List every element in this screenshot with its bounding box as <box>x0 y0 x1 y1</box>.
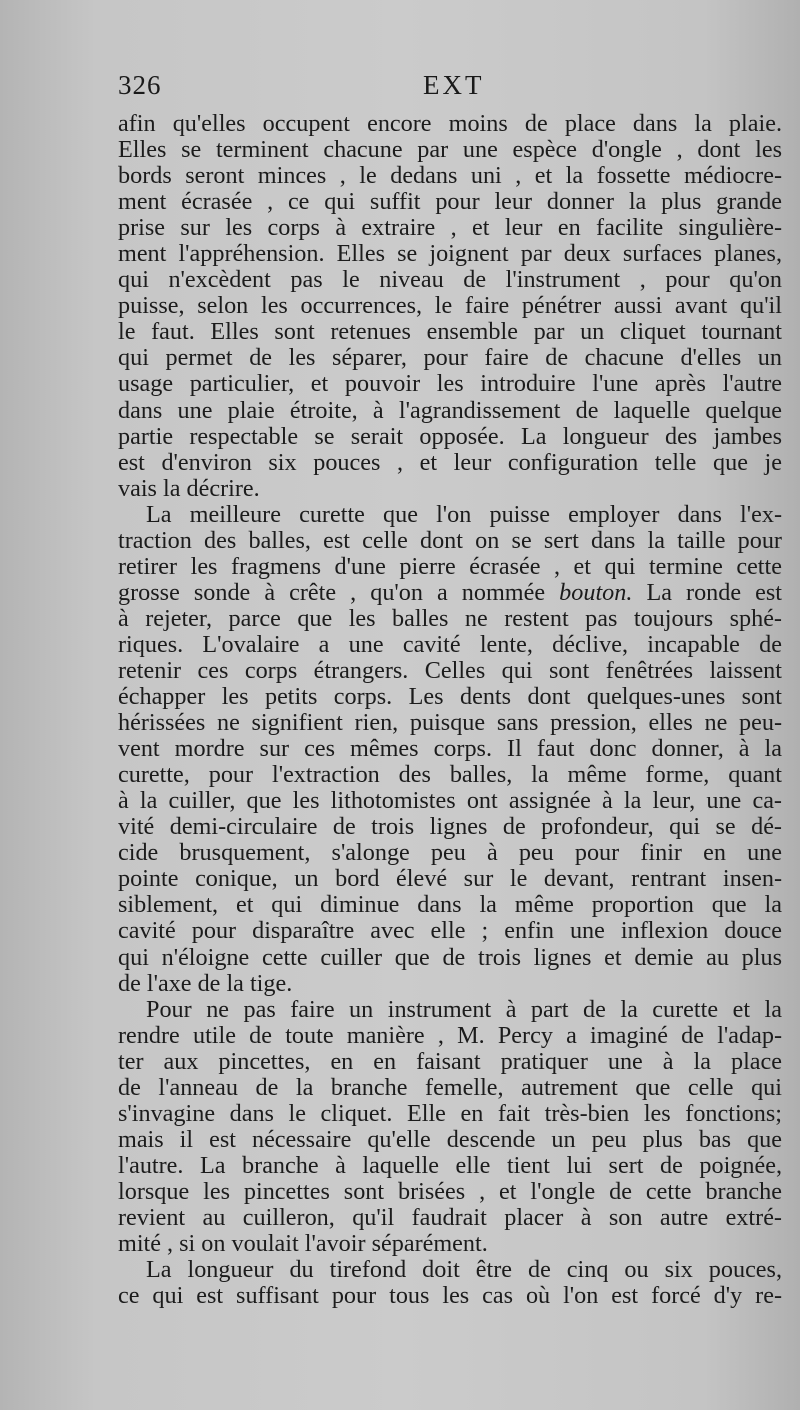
text-line: dans une plaie étroite, à l'agrandissement de laquelle quelque <box>118 396 782 424</box>
text-line: usage particulier, et pouvoir les introduire l'une après l'autre <box>118 370 782 398</box>
text-line: La meilleure curette que l'on puisse employer dans l'ex- <box>146 500 782 528</box>
text-line: échapper les petits corps. Les dents dont quelques-unes sont <box>118 683 782 711</box>
text-line: cavité pour disparaître avec elle ; enfin une inflexion douce <box>118 917 782 945</box>
text-line: qui n'éloigne cette cuiller que de trois lignes et demie au plus <box>118 943 782 971</box>
running-head: EXT <box>423 70 485 100</box>
text-line: revient au cuilleron, qu'il faudrait placer à son autre extré- <box>118 1203 782 1231</box>
text-line: rendre utile de toute manière , M. Percy a imaginé de l'adap- <box>118 1021 782 1049</box>
text-line: ment écrasée , ce qui suffit pour leur donner la plus grande <box>118 188 782 216</box>
text-line: lorsque les pincettes sont brisées , et l'ongle de cette branche <box>118 1177 782 1205</box>
text-line: qui permet de les séparer, pour faire de chacune d'elles un <box>118 344 782 372</box>
text-line: vais la décrire. <box>118 474 260 502</box>
text-line: curette, pour l'extraction des balles, la même forme, quant <box>118 761 782 789</box>
body-text <box>118 111 782 1309</box>
text-line: de l'anneau de la branche femelle, autrement que celle qui <box>118 1073 782 1101</box>
text-segment: La ronde est <box>632 578 783 606</box>
text-line: l'autre. La branche à laquelle elle tient lui sert de poignée, <box>118 1151 782 1179</box>
text-line: mité , si on voulait l'avoir séparément. <box>118 1230 488 1258</box>
text-line: mais il est nécessaire qu'elle descende un peu plus bas que <box>118 1125 782 1153</box>
text-line: hérissées ne signifient rien, puisque sans pression, elles ne peu- <box>118 709 782 737</box>
text-line: puisse, selon les occurrences, le faire pénétrer aussi avant qu'il <box>118 292 782 320</box>
text-line: traction des balles, est celle dont on se sert dans la taille pour <box>118 526 782 554</box>
text-line: partie respectable se serait opposée. La longueur des jambes <box>118 422 782 450</box>
text-line: siblement, et qui diminue dans la même proportion que la <box>118 891 782 919</box>
text-line: pointe conique, un bord élevé sur le devant, rentrant insen- <box>118 865 782 893</box>
text-line: cide brusquement, s'alonge peu à peu pour finir en une <box>118 839 782 867</box>
text-line: vent mordre sur ces mêmes corps. Il faut donc donner, à la <box>118 735 782 763</box>
text-line: qui n'excèdent pas le niveau de l'instrument , pour qu'on <box>118 266 782 294</box>
text-line: est d'environ six pouces , et leur configuration telle que je <box>118 448 782 476</box>
text-line: afin qu'elles occupent encore moins de place dans la plaie. <box>118 110 782 137</box>
text-line: La longueur du tirefond doit être de cinq ou six pouces, <box>146 1256 782 1284</box>
text-line: prise sur les corps à extraire , et leur en facilite singulière- <box>118 214 782 242</box>
text-line: le faut. Elles sont retenues ensemble par un cliquet tournant <box>118 318 782 346</box>
text-line: à rejeter, parce que les balles ne restent pas toujours sphé- <box>118 604 782 632</box>
text-line: retenir ces corps étrangers. Celles qui sont fenêtrées laissent <box>118 656 782 684</box>
text-line: à la cuiller, que les lithotomistes ont assignée à la leur, une ca- <box>118 787 782 815</box>
page-header <box>118 70 778 110</box>
text-line: de l'axe de la tige. <box>118 969 293 997</box>
text-line: ter aux pincettes, en en faisant pratiquer une à la place <box>118 1047 782 1075</box>
text-segment: grosse sonde à crête , qu'on a nommée <box>118 578 546 606</box>
text-line: retirer les fragmens d'une pierre écrasée , et qui termine cette <box>118 552 782 580</box>
text-line-mixed <box>118 580 782 606</box>
text-line: s'invagine dans le cliquet. Elle en fait très-bien les fonctions; <box>118 1099 782 1127</box>
page-number: 326 <box>118 70 162 100</box>
text-line: ment l'appréhension. Elles se joignent par deux surfaces planes, <box>118 240 782 268</box>
italic-term: bouton. <box>559 578 633 606</box>
text-line: bords seront minces , le dedans uni , et la fossette médiocre- <box>118 162 782 190</box>
text-line: Pour ne pas faire un instrument à part de la curette et la <box>146 995 782 1023</box>
text-line: ce qui est suffisant pour tous les cas où l'on est forcé d'y re- <box>118 1282 782 1310</box>
text-line: Elles se terminent chacune par une espèce d'ongle , dont les <box>118 136 782 164</box>
text-line: riques. L'ovalaire a une cavité lente, déclive, incapable de <box>118 630 782 658</box>
text-line: vité demi-circulaire de trois lignes de profondeur, qui se dé- <box>118 813 782 841</box>
